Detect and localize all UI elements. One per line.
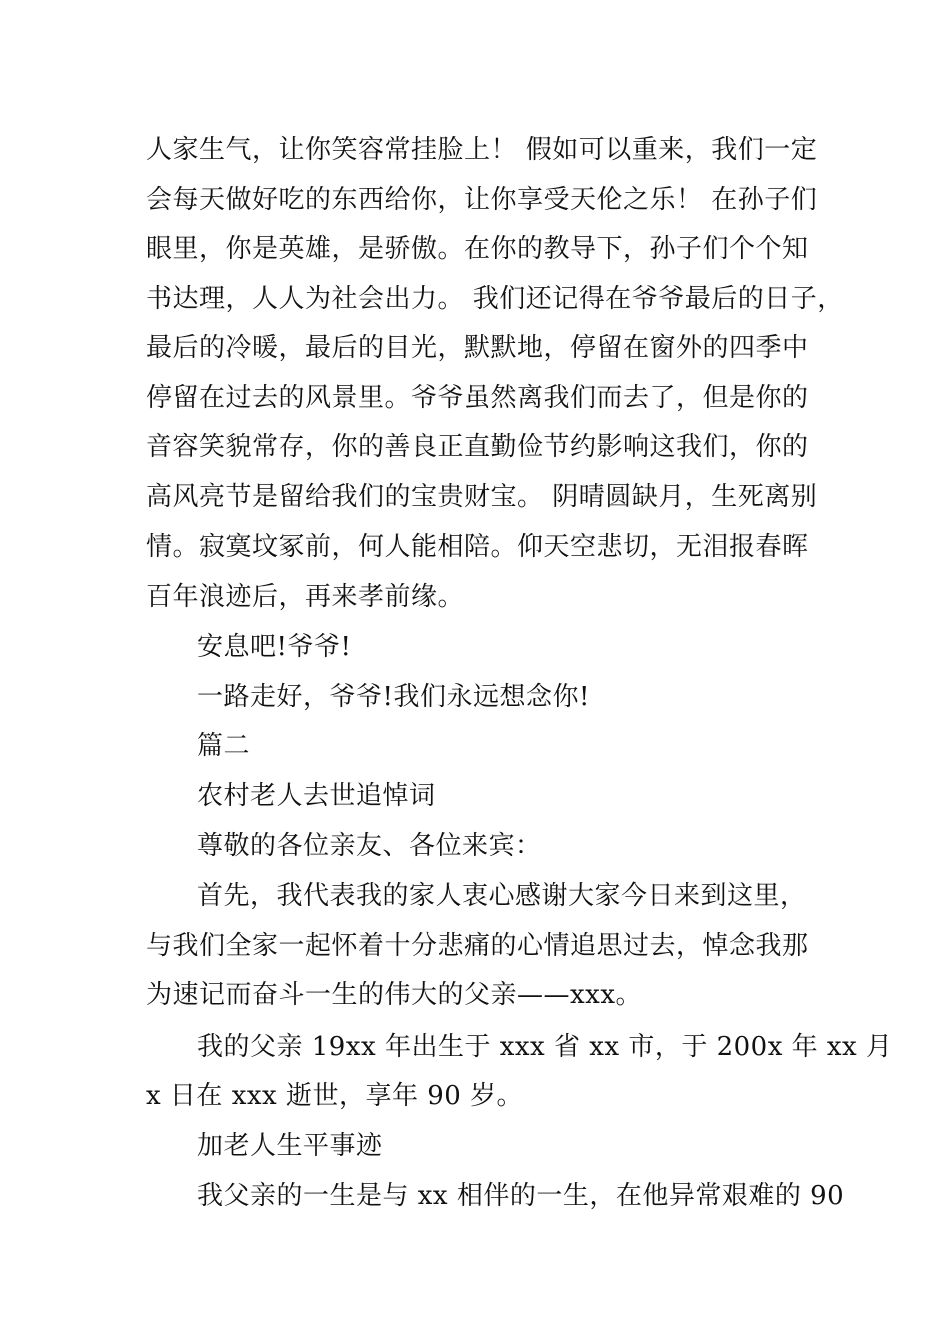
text-line: 停留在过去的风景里。爷爷虽然离我们而去了，但是你的 bbox=[146, 383, 809, 413]
text-line: x 日在 xxx 逝世，享年 90 岁。 bbox=[146, 1081, 524, 1111]
text-line: 我父亲的一生是与 xx 相伴的一生，在他异常艰难的 90 bbox=[197, 1181, 845, 1211]
text-line: 一路走好，爷爷!我们永远想念你! bbox=[197, 682, 590, 712]
text-line: 我的父亲 19xx 年出生于 xxx 省 xx 市，于 200x 年 xx 月 bbox=[197, 1032, 893, 1062]
text-line: 首先，我代表我的家人衷心感谢大家今日来到这里， bbox=[197, 881, 807, 911]
text-line: 情。寂寞坟冢前，何人能相陪。仰天空悲切，无泪报春晖 bbox=[146, 532, 809, 562]
text-line: 音容笑貌常存，你的善良正直勤俭节约影响这我们，你的 bbox=[146, 432, 809, 462]
section-heading: 篇二 bbox=[197, 731, 251, 761]
text-line: 会每天做好吃的东西给你，让你享受天伦之乐！ 在孙子们 bbox=[146, 185, 818, 215]
salutation: 尊敬的各位亲友、各位来宾： bbox=[197, 831, 542, 861]
text-line: 百年浪迹后，再来孝前缘。 bbox=[146, 582, 465, 612]
text-line: 安息吧!爷爷! bbox=[197, 632, 352, 662]
section-heading: 加老人生平事迹 bbox=[197, 1131, 383, 1161]
text-line: 与我们全家一起怀着十分悲痛的心情追思过去，悼念我那 bbox=[146, 931, 809, 961]
text-line: 人家生气，让你笑容常挂脸上！ 假如可以重来，我们一定 bbox=[146, 135, 818, 165]
text-line: 书达理，人人为社会出力。 我们还记得在爷爷最后的日子， bbox=[146, 284, 844, 314]
text-line: 最后的冷暖，最后的目光，默默地，停留在窗外的四季中 bbox=[146, 333, 809, 363]
document-title: 农村老人去世追悼词 bbox=[197, 781, 436, 811]
text-line: 眼里，你是英雄，是骄傲。在你的教导下，孙子们个个知 bbox=[146, 234, 809, 264]
text-line: 高风亮节是留给我们的宝贵财宝。 阴晴圆缺月，生死离别 bbox=[146, 482, 818, 512]
text-line: 为速记而奋斗一生的伟大的父亲——xxx。 bbox=[146, 980, 642, 1010]
